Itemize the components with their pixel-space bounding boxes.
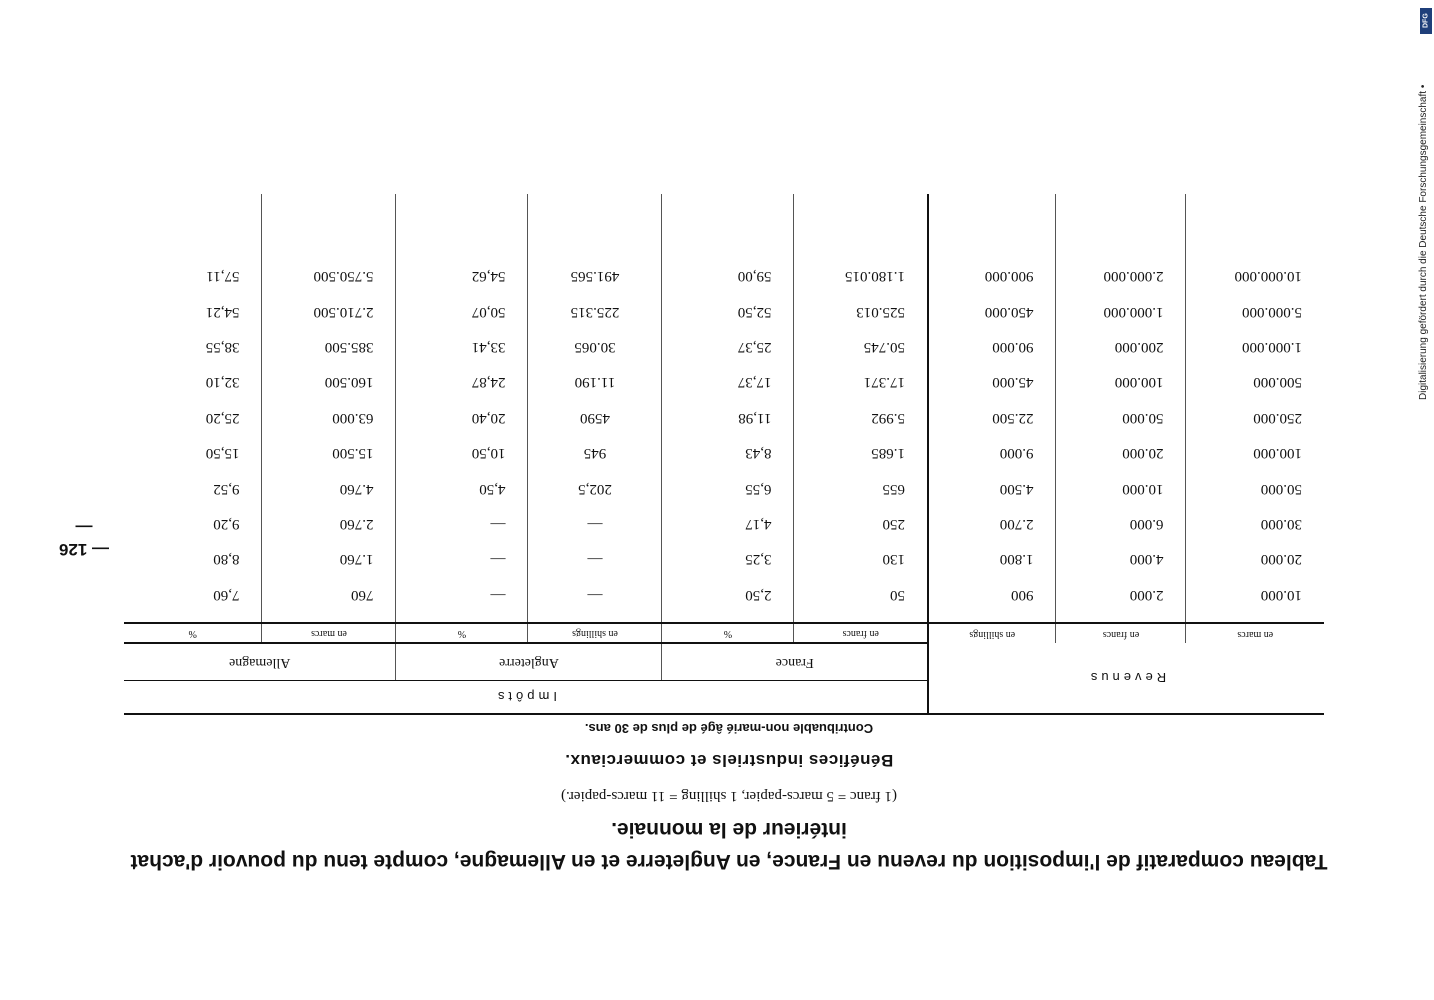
table-cell: 11.190 bbox=[528, 364, 662, 399]
table-cell: 8,80 bbox=[213, 551, 240, 568]
table-cell: 2.000 bbox=[1056, 577, 1186, 623]
table-cell: 2.760 bbox=[262, 506, 396, 541]
table-cell: 50,07 bbox=[396, 293, 528, 328]
watermark-text: Digitalisierung gefördert durch die Deutsche Forschungsgemeinschaft • bbox=[1418, 84, 1429, 400]
table-cell: 760 bbox=[262, 577, 396, 623]
table-row bbox=[124, 364, 1324, 399]
table-cell: 38,55 bbox=[205, 339, 240, 356]
table-row bbox=[124, 258, 1324, 293]
table-cell: 2.700 bbox=[928, 506, 1056, 541]
table-cell: 59,00 bbox=[662, 258, 794, 293]
spacer-cell bbox=[662, 194, 794, 258]
page-title: Tableau comparatif de l'imposition du revenu en France, en Angleterre et en Allemagne, compte tenu du pouvoir d'achat intérieur de la monnaie. bbox=[130, 818, 1328, 873]
table-cell: 3,25 bbox=[662, 541, 794, 576]
table-cell: 50 bbox=[794, 577, 928, 623]
table-cell: — bbox=[396, 506, 528, 541]
table-cell: 1.180.015 bbox=[794, 258, 928, 293]
spacer-cell bbox=[528, 194, 662, 258]
table-cell: 900 bbox=[928, 577, 1056, 623]
table-cell: 1.685 bbox=[794, 435, 928, 470]
table-cell: 525.013 bbox=[794, 293, 928, 328]
table-cell: 200.000 bbox=[1056, 329, 1186, 364]
table-cell: 4590 bbox=[528, 400, 662, 435]
table-cell: 5.992 bbox=[794, 400, 928, 435]
table-cell: — bbox=[528, 541, 662, 576]
table-cell: 24,87 bbox=[396, 364, 528, 399]
group-header-revenus: Revenus bbox=[928, 643, 1324, 714]
table-row bbox=[124, 329, 1324, 364]
table-cell: 10.000.000 bbox=[1186, 258, 1324, 293]
table-cell: 22.500 bbox=[928, 400, 1056, 435]
dfg-watermark bbox=[1418, 8, 1432, 408]
table-cell: 491.565 bbox=[528, 258, 662, 293]
unit-header: en francs bbox=[794, 623, 928, 643]
table-cell: 4,50 bbox=[396, 470, 528, 505]
country-header-france: France bbox=[662, 643, 928, 681]
table-cell: 100.000 bbox=[1056, 364, 1186, 399]
table-cell: 17,37 bbox=[662, 364, 794, 399]
table-row bbox=[124, 541, 1324, 576]
table-row bbox=[124, 435, 1324, 470]
table-cell: — bbox=[528, 577, 662, 623]
table-cell: 50.000 bbox=[1186, 470, 1324, 505]
table-cell: 1.760 bbox=[262, 541, 396, 576]
table-cell: 7,60 bbox=[213, 586, 240, 603]
table-cell: 54,21 bbox=[205, 303, 240, 320]
unit-header: en francs bbox=[1056, 623, 1186, 643]
spacer-cell bbox=[928, 194, 1056, 258]
table-cell: 15,50 bbox=[205, 445, 240, 462]
table-cell: 2.000.000 bbox=[1056, 258, 1186, 293]
table-row bbox=[124, 470, 1324, 505]
table-cell: — bbox=[396, 577, 528, 623]
table-cell: 11,98 bbox=[662, 400, 794, 435]
table-cell: 500.000 bbox=[1186, 364, 1324, 399]
table-cell: 225.315 bbox=[528, 293, 662, 328]
table-cell: 1.000.000 bbox=[1056, 293, 1186, 328]
table-cell: 25,37 bbox=[662, 329, 794, 364]
table-spacer-row bbox=[124, 194, 1324, 258]
table-cell: 4,17 bbox=[662, 506, 794, 541]
table-cell: 1.000.000 bbox=[1186, 329, 1324, 364]
table-cell: 52,50 bbox=[662, 293, 794, 328]
table-cell: 10.000 bbox=[1056, 470, 1186, 505]
country-header-angleterre: Angleterre bbox=[396, 643, 662, 681]
table-cell: 1.800 bbox=[928, 541, 1056, 576]
table-cell: — bbox=[396, 541, 528, 576]
unit-header: % bbox=[662, 623, 794, 643]
table-cell: 900.000 bbox=[928, 258, 1056, 293]
table-cell: 4.000 bbox=[1056, 541, 1186, 576]
table-cell: 20,40 bbox=[396, 400, 528, 435]
table-cell: 17.371 bbox=[794, 364, 928, 399]
unit-header: en marcs bbox=[262, 623, 396, 643]
country-header-allemagne: Allemagne bbox=[124, 643, 396, 681]
unit-header: % bbox=[124, 623, 262, 643]
table-cell: 9,52 bbox=[213, 480, 240, 497]
table-cell: 5.750.500 bbox=[262, 258, 396, 293]
table-cell: 2.710.500 bbox=[262, 293, 396, 328]
table-cell: 50.745 bbox=[794, 329, 928, 364]
table-cell: 9,20 bbox=[213, 516, 240, 533]
table-cell: 655 bbox=[794, 470, 928, 505]
spacer-cell bbox=[1186, 194, 1324, 258]
table-cell: 20.000 bbox=[1186, 541, 1324, 576]
table-cell: 54,62 bbox=[396, 258, 528, 293]
table-row bbox=[124, 506, 1324, 541]
table-cell: 10.000 bbox=[1186, 577, 1324, 623]
exchange-rate-note: (1 franc = 5 marcs-papier, 1 shilling = 11 marcs-papier.) bbox=[560, 788, 898, 804]
table-cell: 45.000 bbox=[928, 364, 1056, 399]
table-cell: 6.000 bbox=[1056, 506, 1186, 541]
spacer-cell bbox=[124, 194, 262, 258]
table-row bbox=[124, 577, 1324, 623]
table-cell: 30.065 bbox=[528, 329, 662, 364]
table-cell: 15.500 bbox=[262, 435, 396, 470]
table-cell: 385.500 bbox=[262, 329, 396, 364]
table-cell: 5.000.000 bbox=[1186, 293, 1324, 328]
table-cell: 945 bbox=[528, 435, 662, 470]
table-cell: 2,50 bbox=[662, 577, 794, 623]
table-cell: 33,41 bbox=[396, 329, 528, 364]
table-cell: 130 bbox=[794, 541, 928, 576]
table-cell: 63.000 bbox=[262, 400, 396, 435]
tax-comparison-table bbox=[124, 194, 1324, 715]
table-row bbox=[124, 400, 1324, 435]
table-cell: 9.000 bbox=[928, 435, 1056, 470]
table-cell: 100.000 bbox=[1186, 435, 1324, 470]
spacer-cell bbox=[396, 194, 528, 258]
unit-header: % bbox=[396, 623, 528, 643]
taxpayer-note: Contribuable non-marié âgé de plus de 30 ans. bbox=[584, 721, 874, 736]
spacer-cell bbox=[794, 194, 928, 258]
table-cell: 50.000 bbox=[1056, 400, 1186, 435]
table-cell: 90.000 bbox=[928, 329, 1056, 364]
table-cell: 32,10 bbox=[205, 374, 240, 391]
table-cell: 250.000 bbox=[1186, 400, 1324, 435]
dfg-logo-icon: DFG bbox=[1420, 8, 1432, 34]
table-cell: 10,50 bbox=[396, 435, 528, 470]
table-cell: 30.000 bbox=[1186, 506, 1324, 541]
table-cell: 25,20 bbox=[205, 409, 240, 426]
table-cell: 8,43 bbox=[662, 435, 794, 470]
unit-header: en shillings bbox=[528, 623, 662, 643]
table-cell: 6,55 bbox=[662, 470, 794, 505]
table-cell: 20.000 bbox=[1056, 435, 1186, 470]
table-cell: 160.500 bbox=[262, 364, 396, 399]
table-row bbox=[124, 293, 1324, 328]
table-cell: 4.500 bbox=[928, 470, 1056, 505]
unit-header: en marcs bbox=[1186, 623, 1324, 643]
spacer-cell bbox=[262, 194, 396, 258]
table-cell: 202,5 bbox=[528, 470, 662, 505]
table-cell: 250 bbox=[794, 506, 928, 541]
page-number: — 126 — bbox=[58, 518, 110, 559]
section-heading: Bénéfices industriels et commerciaux. bbox=[564, 751, 894, 770]
table-cell: — bbox=[528, 506, 662, 541]
table-cell: 450.000 bbox=[928, 293, 1056, 328]
group-header-impots: Impôts bbox=[124, 681, 928, 715]
table-cell: 4.760 bbox=[262, 470, 396, 505]
unit-header: en shillings bbox=[928, 623, 1056, 643]
spacer-cell bbox=[1056, 194, 1186, 258]
table-cell: 57,11 bbox=[206, 268, 240, 285]
